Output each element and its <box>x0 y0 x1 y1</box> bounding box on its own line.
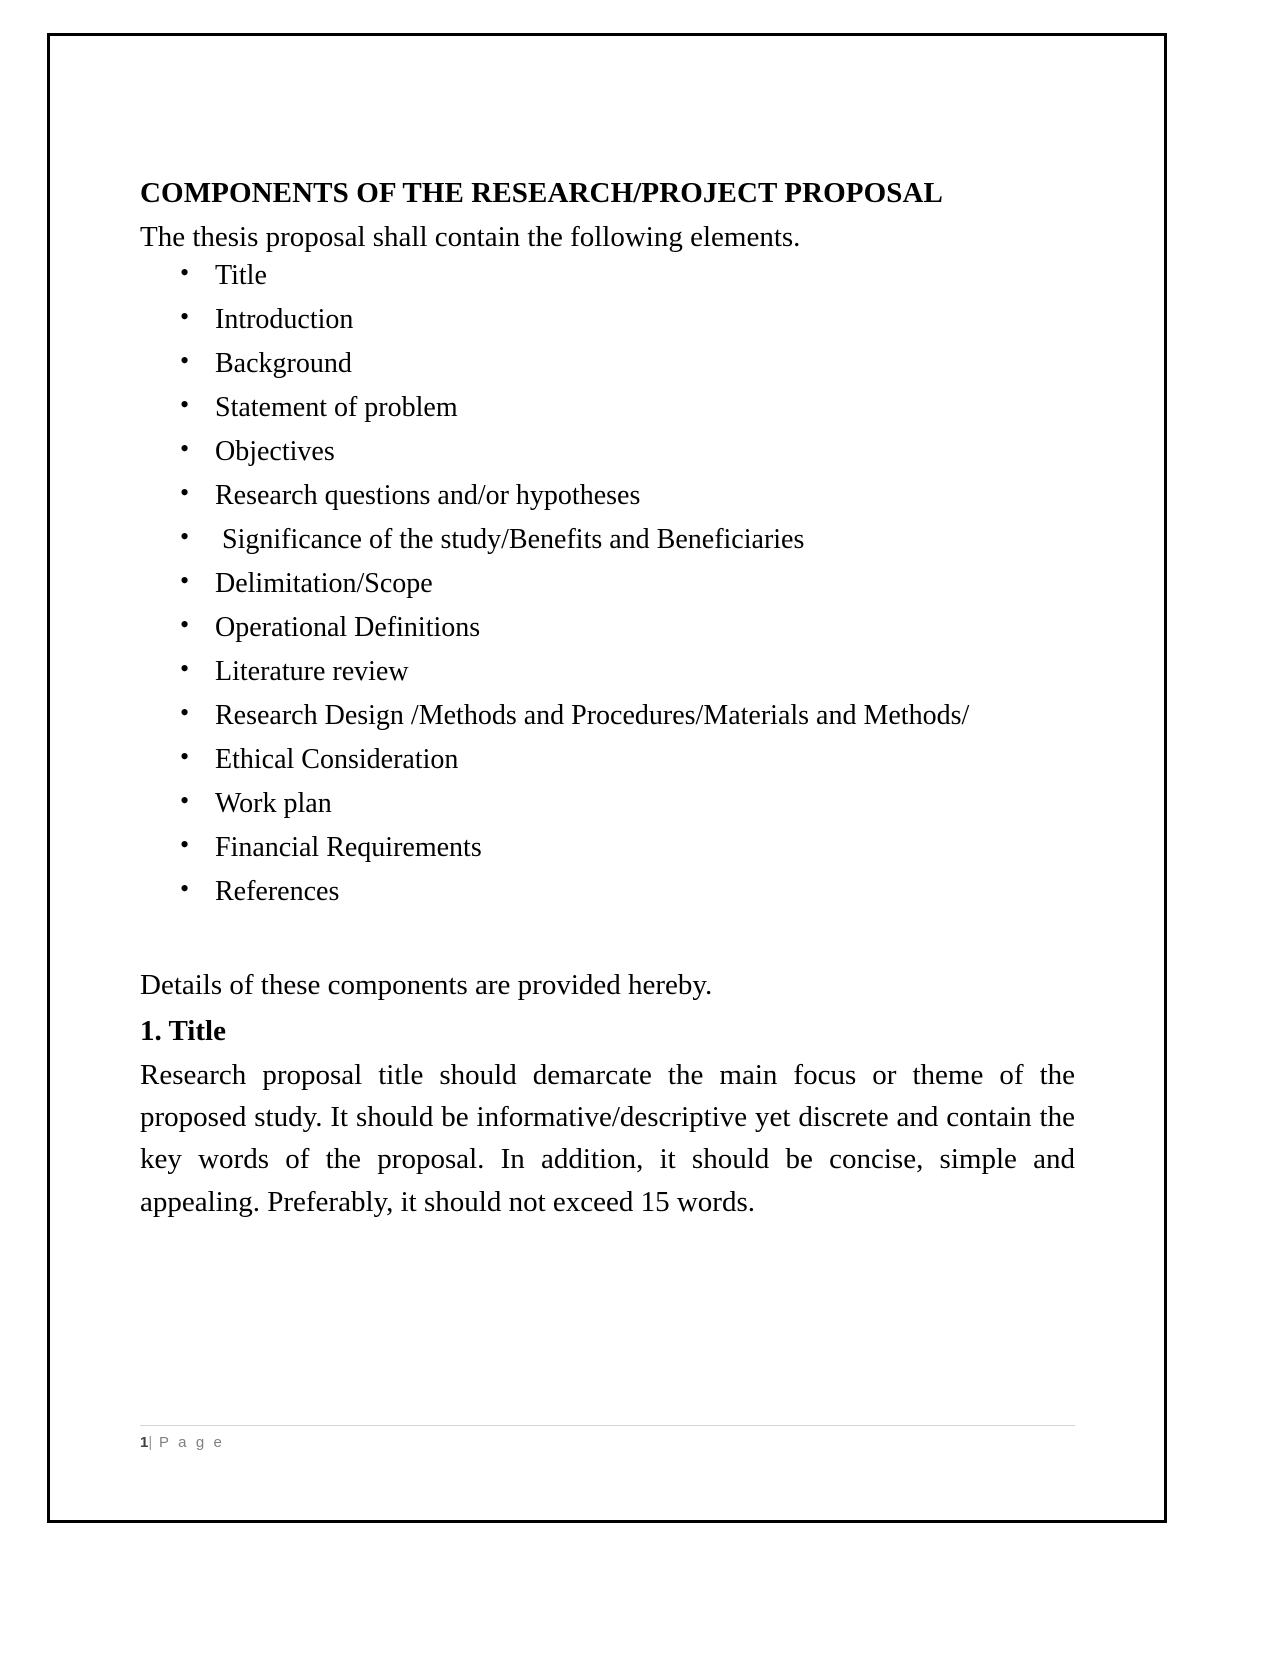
page-footer <box>140 1425 1075 1451</box>
list-item: • Research Design /Methods and Procedures/Materials and Methods/ <box>140 702 1075 730</box>
list-item: • Significance of the study/Benefits and Beneficiaries <box>140 526 1075 554</box>
list-item: • Research questions and/or hypotheses <box>140 482 1075 510</box>
list-item: • Delimitation/Scope <box>140 570 1075 598</box>
components-list <box>140 259 1075 907</box>
section-body-title: Research proposal title should demarcate the main focus or theme of the proposed study. It should be informative/descriptive yet discrete and contain the key words of the proposal. In addition, it should be concise, simple and appealing. Preferably, it should not exceed 15 words. <box>140 1058 1075 1218</box>
page-title: COMPONENTS OF THE RESEARCH/PROJECT PROPOSAL <box>140 177 943 209</box>
list-item: • Statement of problem <box>140 394 1075 422</box>
list-item: • Objectives <box>140 438 1075 466</box>
list-item: • Background <box>140 350 1075 378</box>
details-lead-sentence: Details of these components are provided hereby. <box>140 968 713 1001</box>
list-item: • Title <box>140 262 1075 290</box>
list-item: • Introduction <box>140 306 1075 334</box>
footer-page-indicator <box>140 1434 1075 1451</box>
footer-page-word: P a g e <box>159 1434 225 1451</box>
list-item: • Operational Definitions <box>140 614 1075 642</box>
footer-separator: | <box>148 1434 153 1451</box>
footer-page-number: 1 <box>140 1434 149 1451</box>
section-heading-title: 1. Title <box>140 1014 226 1047</box>
paragraph-spacer <box>140 922 1075 964</box>
footer-divider <box>140 1425 1075 1426</box>
intro-sentence: The thesis proposal shall contain the following elements. <box>140 221 801 254</box>
list-item: • References <box>140 878 1075 906</box>
list-item: • Work plan <box>140 790 1075 818</box>
document-content <box>140 175 1075 1223</box>
list-item: • Ethical Consideration <box>140 746 1075 774</box>
list-item: • Literature review <box>140 658 1075 686</box>
list-item: • Financial Requirements <box>140 834 1075 862</box>
